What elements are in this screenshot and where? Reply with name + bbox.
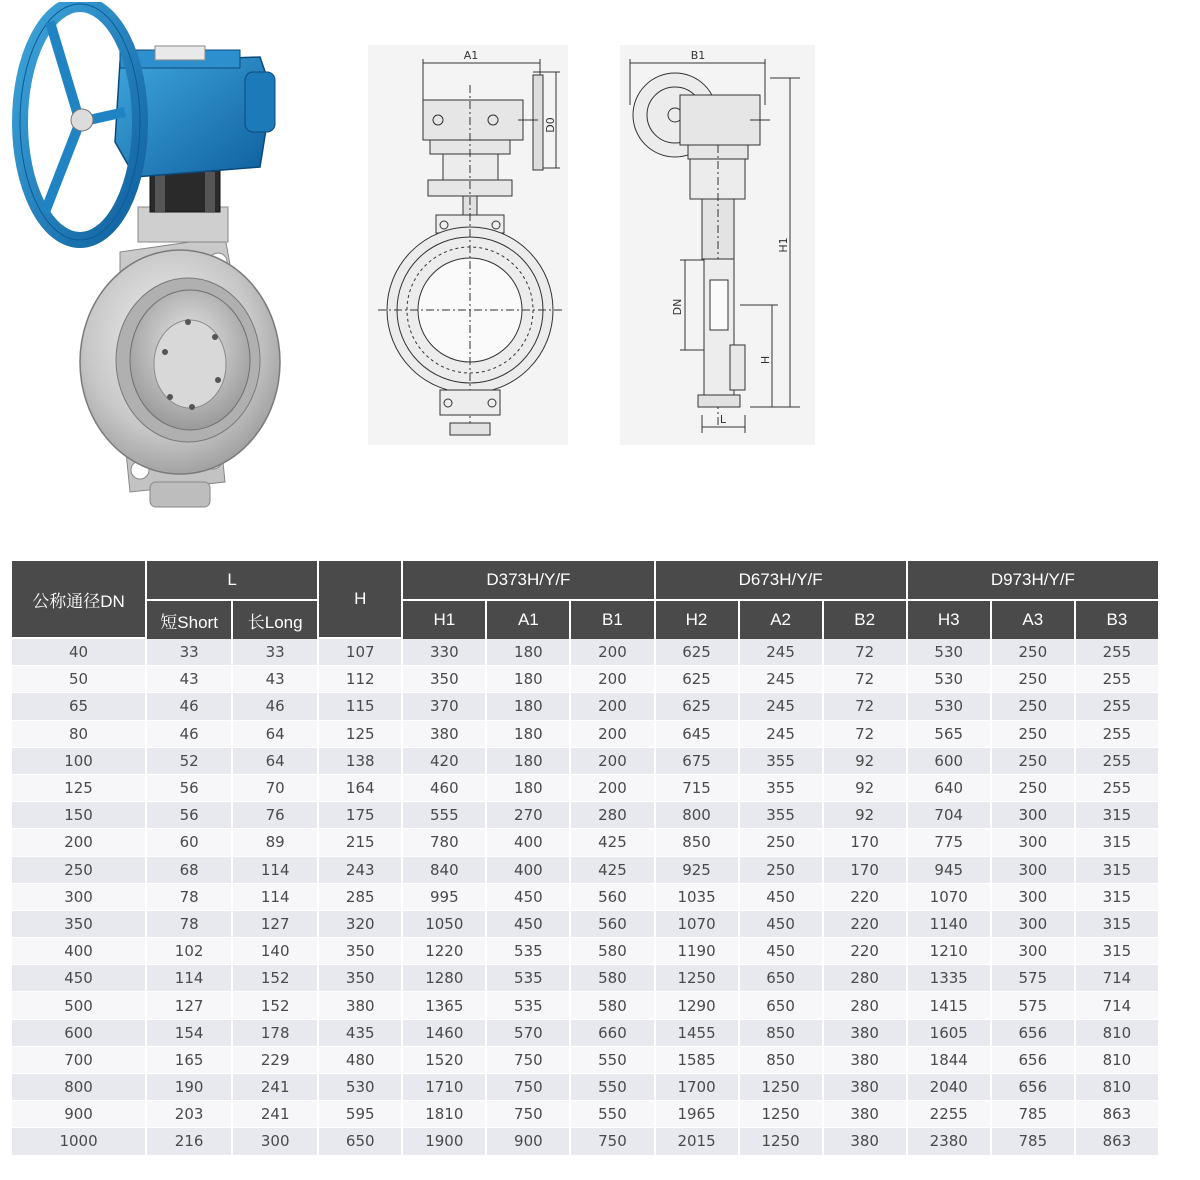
table-cell: 1250	[740, 1101, 822, 1128]
table-cell: 1460	[403, 1020, 485, 1047]
table-cell: 250	[992, 748, 1074, 775]
table-cell: 850	[656, 829, 738, 856]
table-cell: 995	[403, 884, 485, 911]
table-cell: 1585	[656, 1047, 738, 1074]
table-cell: 127	[147, 992, 231, 1019]
table-cell: 315	[1076, 857, 1158, 884]
table-cell: 107	[319, 639, 401, 666]
table-cell: 565	[908, 721, 990, 748]
table-cell: 850	[740, 1020, 822, 1047]
table-cell: 229	[233, 1047, 317, 1074]
table-cell: 650	[319, 1128, 401, 1155]
table-cell: 300	[233, 1128, 317, 1155]
table-header	[12, 561, 1158, 639]
table-cell: 2015	[656, 1128, 738, 1155]
table-row	[12, 802, 1158, 829]
table-cell: 220	[824, 911, 906, 938]
label-h1: H1	[777, 237, 790, 253]
table-cell: 775	[908, 829, 990, 856]
table-cell: 380	[824, 1020, 906, 1047]
table-cell: 255	[1076, 639, 1158, 666]
table-cell: 180	[487, 748, 569, 775]
table-cell: 285	[319, 884, 401, 911]
table-cell: 355	[740, 775, 822, 802]
table-cell: 1035	[656, 884, 738, 911]
table-cell: 1250	[656, 965, 738, 992]
valve-photo	[10, 2, 300, 512]
table-cell: 46	[233, 693, 317, 720]
table-cell: 1070	[656, 911, 738, 938]
table-cell: 315	[1076, 829, 1158, 856]
table-cell: 190	[147, 1074, 231, 1101]
table-cell: 840	[403, 857, 485, 884]
table-cell: 220	[824, 884, 906, 911]
table-cell: 65	[12, 693, 145, 720]
table-cell: 425	[571, 857, 653, 884]
table-cell: 300	[992, 802, 1074, 829]
table-row	[12, 884, 1158, 911]
table-cell: 72	[824, 693, 906, 720]
table-cell: 370	[403, 693, 485, 720]
table-row	[12, 857, 1158, 884]
table-cell: 43	[233, 666, 317, 693]
table-cell: 575	[992, 992, 1074, 1019]
table-cell: 2040	[908, 1074, 990, 1101]
table-cell: 1844	[908, 1047, 990, 1074]
header-h2: H2	[656, 601, 738, 639]
table-cell: 180	[487, 721, 569, 748]
table-cell: 660	[571, 1020, 653, 1047]
table-cell: 125	[319, 721, 401, 748]
table-cell: 1050	[403, 911, 485, 938]
table-cell: 33	[147, 639, 231, 666]
table-cell: 280	[824, 992, 906, 1019]
table-cell: 70	[233, 775, 317, 802]
table-cell: 46	[147, 721, 231, 748]
label-b1: B1	[690, 49, 706, 62]
table-cell: 152	[233, 992, 317, 1019]
table-cell: 255	[1076, 693, 1158, 720]
table-cell: 400	[487, 829, 569, 856]
table-cell: 115	[319, 693, 401, 720]
table-cell: 625	[656, 666, 738, 693]
front-view-drawing	[368, 45, 568, 445]
table-cell: 46	[147, 693, 231, 720]
table-cell: 600	[12, 1020, 145, 1047]
table-cell: 300	[992, 829, 1074, 856]
table-cell: 530	[908, 639, 990, 666]
table-cell: 215	[319, 829, 401, 856]
table-cell: 863	[1076, 1101, 1158, 1128]
table-cell: 200	[571, 748, 653, 775]
table-cell: 64	[233, 721, 317, 748]
table-cell: 1290	[656, 992, 738, 1019]
table-cell: 300	[992, 911, 1074, 938]
table-cell: 270	[487, 802, 569, 829]
table-cell: 355	[740, 748, 822, 775]
table-cell: 114	[233, 857, 317, 884]
table-cell: 250	[740, 857, 822, 884]
table-row	[12, 1074, 1158, 1101]
table-cell: 425	[571, 829, 653, 856]
table-cell: 580	[571, 938, 653, 965]
table-cell: 1965	[656, 1101, 738, 1128]
table-cell: 2255	[908, 1101, 990, 1128]
table-cell: 450	[12, 965, 145, 992]
table-cell: 180	[487, 775, 569, 802]
table-cell: 1810	[403, 1101, 485, 1128]
table-cell: 250	[992, 721, 1074, 748]
table-cell: 255	[1076, 748, 1158, 775]
table-cell: 165	[147, 1047, 231, 1074]
table-cell: 645	[656, 721, 738, 748]
table-cell: 64	[233, 748, 317, 775]
header-a1: A1	[487, 601, 569, 639]
table-cell: 1455	[656, 1020, 738, 1047]
table-cell: 92	[824, 775, 906, 802]
table-cell: 380	[824, 1047, 906, 1074]
table-cell: 92	[824, 748, 906, 775]
table-cell: 250	[992, 775, 1074, 802]
table-cell: 900	[12, 1101, 145, 1128]
table-cell: 450	[740, 911, 822, 938]
table-cell: 780	[403, 829, 485, 856]
table-cell: 1900	[403, 1128, 485, 1155]
table-row	[12, 693, 1158, 720]
table-cell: 600	[908, 748, 990, 775]
label-l: L	[719, 413, 727, 426]
table-cell: 1520	[403, 1047, 485, 1074]
table-cell: 400	[487, 857, 569, 884]
table-cell: 1280	[403, 965, 485, 992]
table-cell: 1000	[12, 1128, 145, 1155]
table-cell: 714	[1076, 992, 1158, 1019]
table-cell: 76	[233, 802, 317, 829]
table-cell: 315	[1076, 802, 1158, 829]
table-cell: 280	[571, 802, 653, 829]
table-cell: 1220	[403, 938, 485, 965]
table-cell: 114	[233, 884, 317, 911]
table-cell: 112	[319, 666, 401, 693]
header-dn: 公称通径DN	[12, 561, 145, 639]
table-cell: 320	[319, 911, 401, 938]
table-cell: 200	[571, 666, 653, 693]
table-cell: 714	[1076, 965, 1158, 992]
label-a1: A1	[463, 49, 479, 62]
table-cell: 280	[824, 965, 906, 992]
table-cell: 200	[571, 721, 653, 748]
header-b2: B2	[824, 601, 906, 639]
table-cell: 535	[487, 992, 569, 1019]
table-cell: 1335	[908, 965, 990, 992]
table-cell: 220	[824, 938, 906, 965]
table-cell: 530	[908, 693, 990, 720]
table-cell: 380	[824, 1101, 906, 1128]
table-cell: 435	[319, 1020, 401, 1047]
table-row	[12, 938, 1158, 965]
table-cell: 200	[571, 775, 653, 802]
table-cell: 241	[233, 1074, 317, 1101]
table-cell: 656	[992, 1020, 1074, 1047]
table-cell: 56	[147, 775, 231, 802]
table-cell: 127	[233, 911, 317, 938]
table-cell: 530	[908, 666, 990, 693]
table-cell: 675	[656, 748, 738, 775]
table-cell: 216	[147, 1128, 231, 1155]
table-cell: 200	[571, 693, 653, 720]
table-row	[12, 965, 1158, 992]
table-cell: 164	[319, 775, 401, 802]
table-cell: 315	[1076, 938, 1158, 965]
header-group-d373: D373H/Y/F	[403, 561, 653, 601]
table-cell: 180	[487, 639, 569, 666]
table-cell: 1070	[908, 884, 990, 911]
table-cell: 80	[12, 721, 145, 748]
table-cell: 200	[12, 829, 145, 856]
table-cell: 300	[992, 884, 1074, 911]
table-cell: 350	[319, 938, 401, 965]
table-cell: 72	[824, 639, 906, 666]
table-cell: 300	[12, 884, 145, 911]
table-cell: 1605	[908, 1020, 990, 1047]
table-cell: 530	[319, 1074, 401, 1101]
table-cell: 125	[12, 775, 145, 802]
table-cell: 250	[992, 693, 1074, 720]
table-cell: 750	[487, 1074, 569, 1101]
table-cell: 300	[992, 857, 1074, 884]
table-cell: 650	[740, 965, 822, 992]
header-group-d673: D673H/Y/F	[656, 561, 906, 601]
header-long: 长Long	[233, 601, 317, 639]
table-cell: 580	[571, 992, 653, 1019]
table-row	[12, 775, 1158, 802]
table-cell: 56	[147, 802, 231, 829]
label-d0: D0	[544, 117, 557, 133]
table-cell: 243	[319, 857, 401, 884]
table-row	[12, 1047, 1158, 1074]
table-cell: 800	[12, 1074, 145, 1101]
table-cell: 700	[12, 1047, 145, 1074]
table-cell: 925	[656, 857, 738, 884]
header-b1: B1	[571, 601, 653, 639]
table-cell: 72	[824, 721, 906, 748]
table-cell: 350	[403, 666, 485, 693]
table-cell: 350	[319, 965, 401, 992]
table-cell: 330	[403, 639, 485, 666]
table-row	[12, 721, 1158, 748]
table-cell: 450	[487, 911, 569, 938]
header-b3: B3	[1076, 601, 1158, 639]
table-cell: 450	[487, 884, 569, 911]
table-cell: 420	[403, 748, 485, 775]
table-cell: 704	[908, 802, 990, 829]
table-cell: 656	[992, 1047, 1074, 1074]
table-cell: 350	[12, 911, 145, 938]
table-cell: 400	[12, 938, 145, 965]
table-row	[12, 666, 1158, 693]
table-cell: 89	[233, 829, 317, 856]
table-cell: 800	[656, 802, 738, 829]
table-cell: 2380	[908, 1128, 990, 1155]
dimension-table	[10, 561, 1160, 1156]
table-cell: 300	[992, 938, 1074, 965]
header-h1: H1	[403, 601, 485, 639]
table-cell: 52	[147, 748, 231, 775]
header-a2: A2	[740, 601, 822, 639]
table-cell: 656	[992, 1074, 1074, 1101]
table-cell: 595	[319, 1101, 401, 1128]
table-cell: 945	[908, 857, 990, 884]
table-cell: 33	[233, 639, 317, 666]
table-cell: 1710	[403, 1074, 485, 1101]
table-cell: 40	[12, 639, 145, 666]
table-cell: 175	[319, 802, 401, 829]
table-cell: 550	[571, 1074, 653, 1101]
table-cell: 380	[403, 721, 485, 748]
figure-row	[0, 0, 1200, 520]
table-cell: 114	[147, 965, 231, 992]
table-cell: 450	[740, 938, 822, 965]
table-cell: 460	[403, 775, 485, 802]
header-a3: A3	[992, 601, 1074, 639]
table-cell: 315	[1076, 911, 1158, 938]
table-row	[12, 748, 1158, 775]
header-h: H	[319, 561, 401, 639]
table-cell: 68	[147, 857, 231, 884]
table-cell: 250	[12, 857, 145, 884]
table-row	[12, 1020, 1158, 1047]
table-cell: 140	[233, 938, 317, 965]
label-h: H	[759, 355, 772, 365]
table-cell: 43	[147, 666, 231, 693]
table-cell: 78	[147, 884, 231, 911]
table-cell: 785	[992, 1128, 1074, 1155]
table-row	[12, 992, 1158, 1019]
table-cell: 1700	[656, 1074, 738, 1101]
table-cell: 380	[319, 992, 401, 1019]
table-row	[12, 911, 1158, 938]
table-cell: 255	[1076, 721, 1158, 748]
table-cell: 535	[487, 938, 569, 965]
table-cell: 625	[656, 693, 738, 720]
table-row	[12, 829, 1158, 856]
table-cell: 92	[824, 802, 906, 829]
header-group-d973: D973H/Y/F	[908, 561, 1158, 601]
table-cell: 72	[824, 666, 906, 693]
table-cell: 100	[12, 748, 145, 775]
table-cell: 1415	[908, 992, 990, 1019]
side-view-drawing	[620, 45, 815, 445]
table-cell: 810	[1076, 1047, 1158, 1074]
table-cell: 78	[147, 911, 231, 938]
table-body	[12, 639, 1158, 1156]
table-cell: 250	[740, 829, 822, 856]
table-row	[12, 639, 1158, 666]
table-cell: 200	[571, 639, 653, 666]
table-cell: 500	[12, 992, 145, 1019]
table-cell: 255	[1076, 666, 1158, 693]
table-cell: 154	[147, 1020, 231, 1047]
table-cell: 550	[571, 1101, 653, 1128]
table-cell: 575	[992, 965, 1074, 992]
table-cell: 150	[12, 802, 145, 829]
table-cell: 850	[740, 1047, 822, 1074]
table-cell: 355	[740, 802, 822, 829]
table-cell: 250	[992, 666, 1074, 693]
table-cell: 245	[740, 693, 822, 720]
table-cell: 138	[319, 748, 401, 775]
table-cell: 900	[487, 1128, 569, 1155]
table-cell: 152	[233, 965, 317, 992]
table-cell: 50	[12, 666, 145, 693]
table-cell: 450	[740, 884, 822, 911]
table-cell: 170	[824, 857, 906, 884]
table-cell: 255	[1076, 775, 1158, 802]
table-cell: 650	[740, 992, 822, 1019]
table-cell: 863	[1076, 1128, 1158, 1155]
table-cell: 785	[992, 1101, 1074, 1128]
table-cell: 810	[1076, 1020, 1158, 1047]
table-cell: 750	[487, 1047, 569, 1074]
table-cell: 1365	[403, 992, 485, 1019]
table-cell: 1250	[740, 1128, 822, 1155]
table-cell: 580	[571, 965, 653, 992]
header-h3: H3	[908, 601, 990, 639]
table-cell: 1210	[908, 938, 990, 965]
table-cell: 625	[656, 639, 738, 666]
table-cell: 810	[1076, 1074, 1158, 1101]
table-cell: 380	[824, 1128, 906, 1155]
header-short: 短Short	[147, 601, 231, 639]
table-cell: 560	[571, 884, 653, 911]
table-cell: 550	[571, 1047, 653, 1074]
table-cell: 570	[487, 1020, 569, 1047]
table-cell: 1250	[740, 1074, 822, 1101]
table-cell: 60	[147, 829, 231, 856]
table-cell: 555	[403, 802, 485, 829]
table-cell: 178	[233, 1020, 317, 1047]
table-cell: 245	[740, 666, 822, 693]
table-cell: 245	[740, 639, 822, 666]
table-cell: 750	[487, 1101, 569, 1128]
table-cell: 640	[908, 775, 990, 802]
table-cell: 180	[487, 693, 569, 720]
table-cell: 102	[147, 938, 231, 965]
table-cell: 170	[824, 829, 906, 856]
header-group-l: L	[147, 561, 317, 601]
table-row	[12, 1128, 1158, 1155]
table-cell: 750	[571, 1128, 653, 1155]
table-cell: 480	[319, 1047, 401, 1074]
label-dn: DN	[671, 298, 684, 316]
table-cell: 560	[571, 911, 653, 938]
table-cell: 250	[992, 639, 1074, 666]
table-cell: 241	[233, 1101, 317, 1128]
table-row	[12, 1101, 1158, 1128]
table-cell: 203	[147, 1101, 231, 1128]
table-cell: 245	[740, 721, 822, 748]
table-cell: 315	[1076, 884, 1158, 911]
table-cell: 1140	[908, 911, 990, 938]
table-cell: 535	[487, 965, 569, 992]
table-cell: 380	[824, 1074, 906, 1101]
table-cell: 715	[656, 775, 738, 802]
table-cell: 180	[487, 666, 569, 693]
table-cell: 1190	[656, 938, 738, 965]
